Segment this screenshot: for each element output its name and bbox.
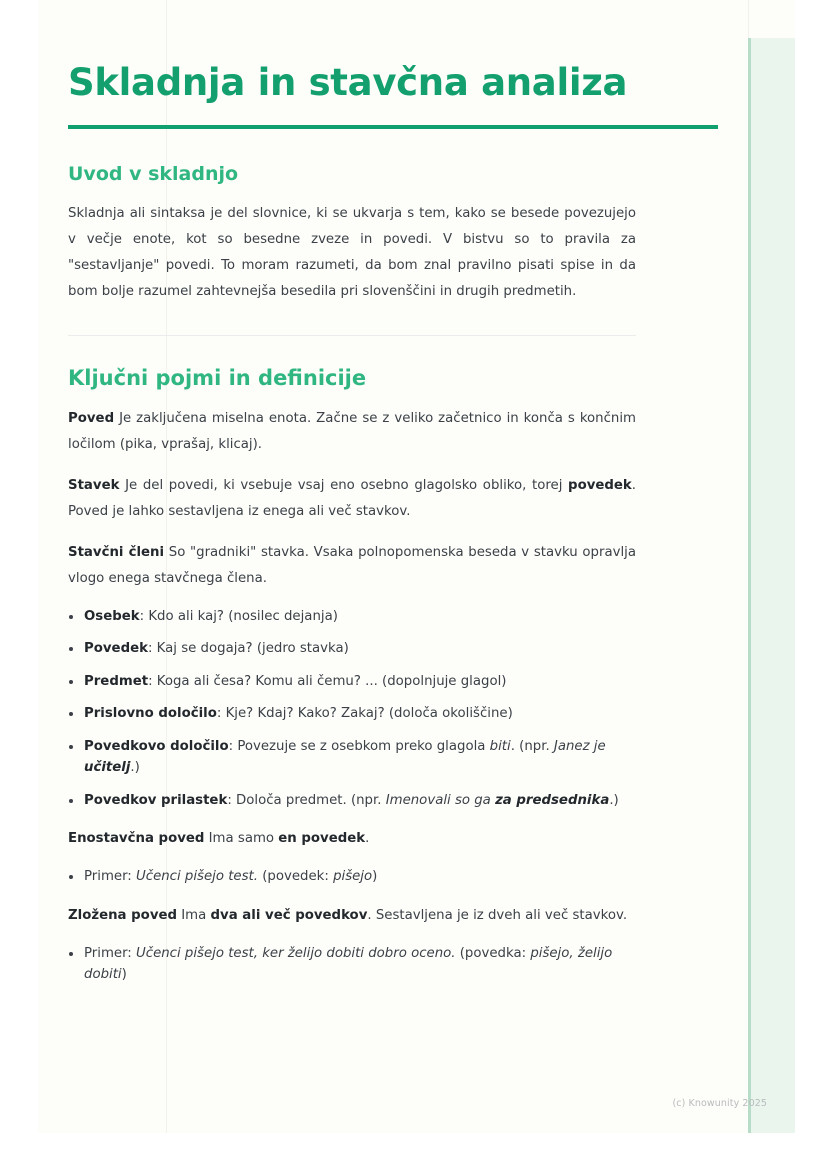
member-term-predmet: Predmet	[84, 673, 149, 689]
list-item	[84, 943, 654, 986]
sentence-type-text-before-zlozena: Ima	[181, 907, 211, 923]
member-term-povedkov-prilastek: Povedkov prilastek	[84, 792, 228, 808]
intro-paragraph: Skladnja ali sintaksa je del slovnice, ki se ukvarja s tem, kako se besede povezujejo v večje enote, kot so besedne zveze in povedi. V bistvu so to pravila za "sestavljanje" povedi. To moram razumeti, da bom znal pravilno pisati spise in da bom bolje razumel zahtevnejša besedila pri slovenščini in drugih predmetih.	[68, 206, 636, 299]
example-italic-zlozena: Učenci pišejo test, ker želijo dobiti dobro oceno.	[136, 945, 456, 961]
example-italic-enostavcna: Učenci pišejo test.	[136, 869, 258, 885]
member-term-osebek: Osebek	[84, 608, 140, 624]
member-term-povedek: Povedek	[84, 641, 148, 657]
definition-text-poved: Je zaključena miselna enota. Začne se z veliko začetnico in konča s končnim ločilom (pika, vprašaj, klicaj).	[68, 411, 636, 453]
section-heading-intro: Uvod v skladnjo	[68, 163, 239, 186]
definition-poved	[68, 406, 636, 458]
example-list-zlozena	[68, 943, 654, 986]
list-item	[84, 736, 654, 779]
definition-stavek	[68, 473, 636, 525]
list-item	[84, 703, 654, 725]
definition-text-stavek-before: Je del povedi, ki vsebuje vsaj eno osebno glagolsko obliko, torej	[125, 477, 569, 493]
member-desc-povedkovo-dolocilo-2: . (npr.	[510, 738, 554, 754]
sentence-type-term-zlozena: Zložena poved	[68, 907, 178, 923]
document-content	[68, 0, 720, 997]
member-desc-osebek: : Kdo ali kaj? (nosilec dejanja)	[139, 608, 338, 624]
sentence-type-text-after-zlozena: . Sestavljena je iz dveh ali več stavkov.	[367, 907, 628, 923]
sentence-type-term-enostavcna: Enostavčna poved	[68, 831, 205, 847]
member-desc-prislovno-dolocilo: : Kje? Kdaj? Kako? Zakaj? (določa okoliščine)	[216, 706, 513, 722]
member-desc-povedkov-prilastek-1: : Določa predmet. (npr.	[227, 792, 386, 808]
example-label-zlozena: Primer:	[84, 945, 137, 961]
example-list-enostavcna	[68, 866, 654, 888]
member-desc-predmet: : Koga ali česa? Komu ali čemu? ... (dopolnjuje glagol)	[148, 673, 507, 689]
page-side-band	[748, 38, 795, 1133]
member-italic-biti: biti	[489, 738, 511, 754]
copyright-watermark: (c) Knowunity 2025	[672, 1098, 767, 1109]
sentence-type-emphasis-zlozena: dva ali več povedkov	[210, 907, 368, 923]
list-item	[84, 606, 654, 628]
definition-term-stavek: Stavek	[68, 477, 120, 493]
member-desc-povedek: : Kaj se dogaja? (jedro stavka)	[147, 641, 349, 657]
list-item	[84, 671, 654, 693]
example-end-enostavcna: )	[372, 869, 378, 885]
member-term-povedkovo-dolocilo: Povedkovo določilo	[84, 738, 229, 754]
section-heading-key-terms: Ključni pojmi in definicije	[68, 365, 367, 390]
member-desc-povedkov-prilastek-3: .)	[609, 792, 619, 808]
member-italic-bold-za-predsednika: za predsednika	[495, 792, 610, 808]
example-mid-zlozena: (povedka:	[455, 945, 531, 961]
definition-stavcni-cleni	[68, 540, 636, 592]
member-desc-povedkovo-dolocilo-3: .)	[130, 760, 140, 776]
definition-term-poved: Poved	[68, 411, 115, 427]
list-item	[84, 638, 654, 660]
definition-term-stavcni-cleni: Stavčni členi	[68, 544, 165, 560]
sentence-type-zlozena	[68, 903, 636, 929]
example-label-enostavcna: Primer:	[84, 869, 137, 885]
definition-text-stavcni-cleni: So "gradniki" stavka. Vsaka polnopomenska beseda v stavku opravlja vlogo enega stavčnega člena.	[68, 544, 637, 586]
example-italic2-enostavcna: pišejo	[333, 869, 373, 885]
example-end-zlozena: )	[121, 967, 127, 983]
member-desc-povedkovo-dolocilo-1: : Povezuje se z osebkom preko glagola	[228, 738, 490, 754]
definition-text-stavek-after: . Poved je lahko sestavljena iz enega ali več stavkov.	[68, 477, 636, 519]
sentence-type-text-before-enostavcna: Ima samo	[208, 831, 279, 847]
list-item	[84, 866, 654, 888]
sentence-members-list	[68, 606, 654, 812]
member-italic-janez-je: Janez je	[553, 738, 606, 754]
example-mid-enostavcna: (povedek:	[257, 869, 334, 885]
sentence-type-emphasis-enostavcna: en povedek	[278, 831, 366, 847]
sentence-type-enostavcna	[68, 826, 636, 852]
sentence-type-text-after-enostavcna: .	[365, 831, 370, 847]
member-term-prislovno-dolocilo: Prislovno določilo	[84, 706, 217, 722]
list-item	[84, 790, 654, 812]
page-title: Skladnja in stavčna analiza	[68, 61, 628, 104]
member-italic-bold-ucitelj: učitelj	[84, 760, 131, 776]
definition-emphasis-povedek: povedek	[568, 477, 632, 493]
member-italic-imenovali: Imenovali so ga	[385, 792, 496, 808]
example-italic2-zlozena: pišejo, želijo dobiti	[84, 945, 613, 983]
document-page	[38, 0, 795, 1133]
